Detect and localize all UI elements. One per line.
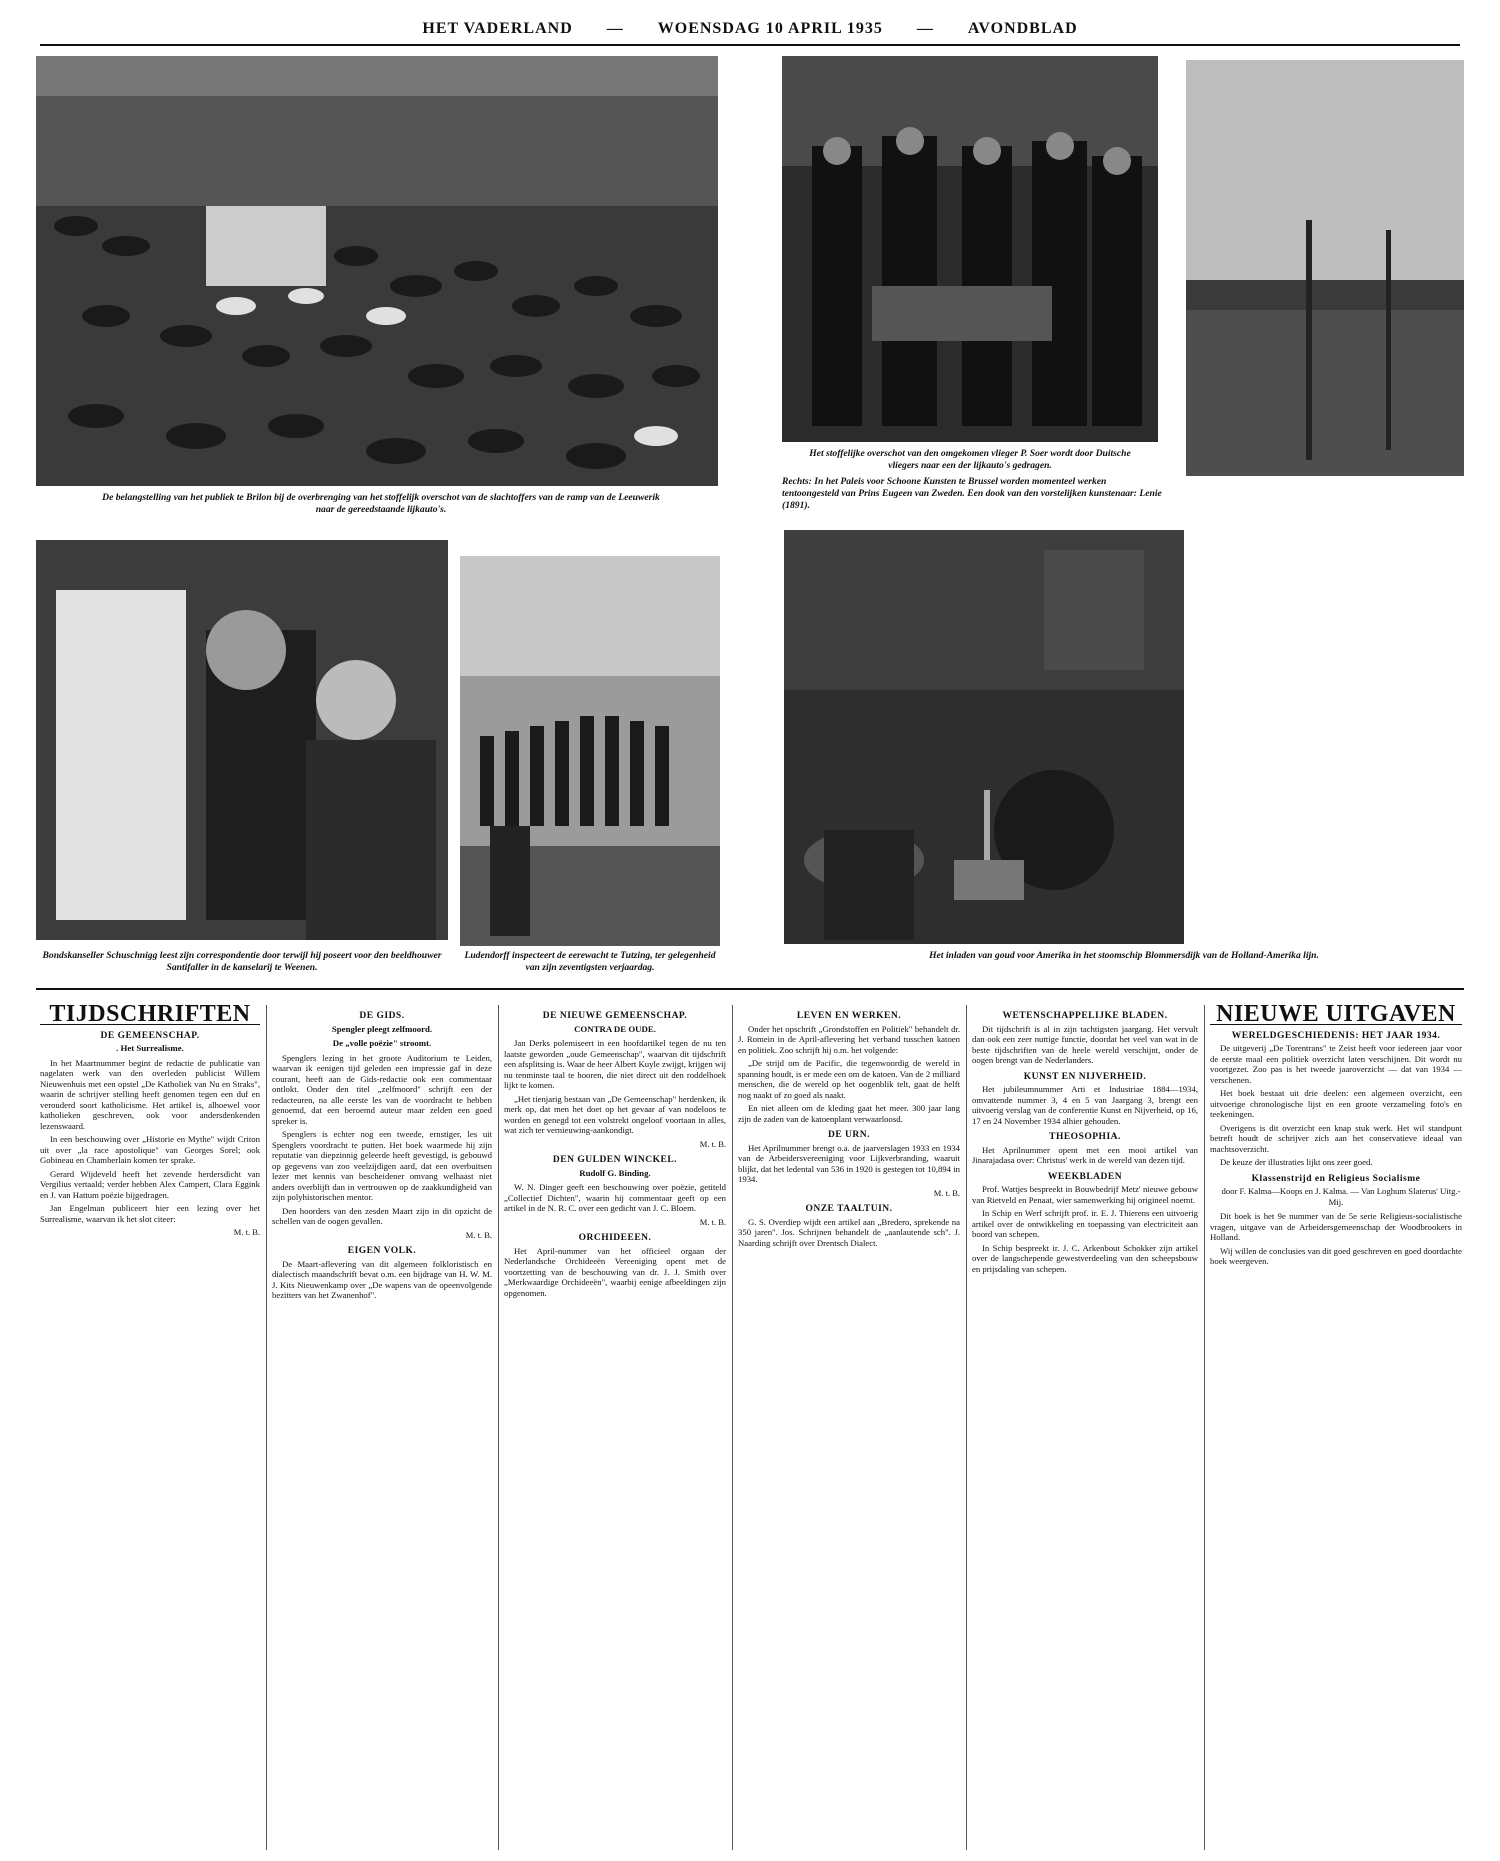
paper-name: HET VADERLAND — [422, 20, 573, 37]
photo-painting-lenie-image — [1186, 60, 1464, 476]
section-heading: WERELDGESCHIEDENIS: HET JAAR 1934. — [1231, 1030, 1441, 1041]
caption-umbrella-crowd: De belangstelling van het publiek te Brilon bij de overbrenging van het stoffelijk overschot van de slachtoffers van de ramp van de Leeuwerik naar de gereedstaande lijkauto's. — [102, 492, 660, 515]
section-heading: DE GEMEENSCHAP. — [100, 1030, 200, 1041]
photo-ludendorff-image — [460, 556, 720, 946]
column-rule — [266, 1005, 267, 1850]
photo-gold-loading-image — [784, 530, 1184, 944]
section-heading: LEVEN EN WERKEN. — [796, 1011, 902, 1021]
section-heading: EIGEN VOLK. — [347, 1246, 417, 1256]
masthead-dash: — — [916, 20, 934, 37]
column-rule — [966, 1005, 967, 1850]
section-heading: ONZE TAALTUIN. — [805, 1204, 893, 1214]
paragraph: Jan Derks polemiseert in een hoofdartikel tegen de nu ten laatste geworden „oude Gemeenschap", waarvan dit tijdschrift een afsplitsing is. Waar de heer Albert Kuyle zwijgt, krijgen wij nu tenminste taal te hooren, die niet direct uit den roddelhoek lijkt te komen. — [504, 1038, 726, 1090]
section-heading: DE URN. — [827, 1130, 871, 1140]
photo-pilots-coffin-image — [782, 56, 1158, 442]
caption-schuschnigg: Bondskanseller Schuschnigg leest zijn correspondentie door terwijl hij poseert voor den beeldhouwer Santifaller in de kanselarij te Weenen. — [42, 950, 442, 973]
masthead — [40, 14, 1460, 46]
section-divider — [36, 988, 1464, 990]
section-heading: Klassenstrijd en Religieus Socialisme — [1251, 1173, 1421, 1184]
column-nieuwe-gemeenschap — [504, 1005, 726, 1850]
paragraph: Overigens is dit overzicht een knap stuk werk. Het wil standpunt betreft houdt de schrijver zich aan het conservatieve ideaal van machtsoverzicht. — [1210, 1122, 1462, 1154]
book-credit: door F. Kalma—Koops en J. Kalma. — Van Loghum Slaterus' Uitg.-Mij. — [1221, 1186, 1461, 1207]
paragraph: In een beschouwing over „Historie en Mythe" wijdt Criton uit over „la race apostolique" van Georges Sorel; ook Gobineau en Chamberlain komen ter sprake. — [40, 1134, 260, 1165]
signature: M. t. B. — [933, 1187, 960, 1198]
signature: M. t. B. — [233, 1227, 260, 1237]
paragraph: In Schip bespreekt ir. J. C. Arkenbout Schokker zijn artikel over de langschepende gewestverdeeling van den scheepsbouw en prijsdaling van schepen. — [972, 1242, 1198, 1274]
paragraph: Jan Engelman publiceert hier een lezing over het Surrealisme, waarvan ik het slot citeer: — [40, 1203, 260, 1224]
caption-painting-lenie: Rechts: In het Paleis voor Schoone Kunsten te Brussel worden momenteel werken tentoongesteld van Prins Eugeen van Zweden. Een dook van den vorstelijken kunstenaar: Lenie (1891). — [782, 476, 1162, 511]
paragraph: In Schip en Werf schrijft prof. ir. E. J. Thierens een uitvoerig artikel over de ontwikkeling en toepassing van electriciteit aan boord van schepen. — [972, 1208, 1198, 1239]
photo-painting-lenie — [1186, 60, 1464, 476]
column-tijdschriften — [40, 1005, 260, 1850]
paragraph: Dit boek is het 9e nummer van de 5e serie Religieus-socialistische vragen, uitgave van de Arbeidersgemeenschap der Woodbrookers in Holland. — [1210, 1211, 1462, 1242]
column-rule — [732, 1005, 733, 1850]
section-heading: DE GIDS. — [359, 1011, 405, 1021]
column-wetenschappelijke-bladen — [972, 1005, 1198, 1850]
column-rule — [498, 1005, 499, 1850]
paragraph: Onder het opschrift „Grondstoffen en Politiek" behandelt dr. J. Romein in de April-aflevering het verband tusschen katoen en politiek. Zoo schrijft hij o.m. het volgende: — [738, 1023, 960, 1055]
signature: M. t. B. — [465, 1229, 492, 1240]
section-heading: THEOSOPHIA. — [1049, 1132, 1121, 1142]
paragraph: Dit tijdschrift is al in zijn tachtigsten jaargang. Het vervult dan ook een zeer nuttige functie, doordat het veel van wat in de beste tijdschriften van de heele wereld verschijnt, onder de oogen brengt van de Nederlanders. — [972, 1023, 1198, 1065]
section-heading: WETENSCHAPPELIJKE BLADEN. — [1002, 1011, 1168, 1021]
paragraph: Den hoorders van den zesden Maart zijn in dit opzicht de schellen van de oogen gevallen. — [272, 1205, 492, 1226]
section-heading: DE NIEUWE GEMEENSCHAP. — [542, 1011, 688, 1021]
paragraph: Prof. Wattjes bespreekt in Bouwbedrijf Metz' nieuwe gebouw van Rietveld en Penaat, wier samenwerking hij origineel noemt. — [972, 1184, 1198, 1205]
section-heading: WEEKBLADEN — [1047, 1171, 1123, 1182]
paragraph: Het Aprilnummer brengt o.a. de jaarverslagen 1933 en 1934 van de Arbeidersvereeniging voor Lijkverbranding, waaruit blijkt, dat het ledental van 536 in 1920 is gestegen tot 10,894 in 1934. — [738, 1142, 960, 1184]
photo-schuschnigg-image — [36, 540, 448, 940]
photo-ludendorff — [460, 556, 720, 946]
section-subheading: Rudolf G. Binding. — [579, 1167, 651, 1178]
column-nieuwe-uitgaven — [1210, 1005, 1462, 1850]
paragraph: Het April-nummer van het officieel orgaan der Nederlandsche Orchideeën Vereeniging opent met de voortzetting van de beschouwing van dr. J. J. Smith over „Merkwaardige Orchideeën", waarbij eenige afbeeldingen zijn opgenomen. — [504, 1245, 726, 1298]
paragraph: Gerard Wijdeveld heeft het zevende herdersdicht van Vergilius vertaald; verder hebben Alex Campert, Clara Eggink en J. van Hattum poëzie bijgedragen. — [40, 1168, 260, 1200]
paragraph: Wij willen de conclusies van dit goed geschreven en goed doordachte boek weergeven. — [1210, 1245, 1462, 1266]
paragraph: W. N. Dinger geeft een beschouwing over poëzie, getiteld „Collectief Dichten", waarin hij commentaar geeft op een artikel in de N. R. C. over een gedicht van J. C. Bloem. — [504, 1182, 726, 1213]
signature: M. t. B. — [699, 1216, 726, 1227]
section-heading: KUNST EN NIJVERHEID. — [1023, 1071, 1147, 1082]
paragraph: En niet alleen om de kleding gaat het meer. 300 jaar lang zijn de zaden van de katoenplant verwaarloosd. — [738, 1103, 960, 1124]
column-rule — [1204, 1005, 1205, 1850]
section-subheading: . Het Surrealisme. — [116, 1043, 184, 1053]
section-subheading: De „volle poëzie" stroomt. — [332, 1038, 432, 1048]
paragraph: Spenglers lezing in het groote Auditorium te Leiden, waarvan ik eenigen tijd geleden een impressie gaf in deze courant, heeft aan de Gids-redactie ook een commentaar ontlokt. Onder den titel „zelfmoord" schrijft een der redacteuren, na alle eerste les van de voordracht te hebben genoemd, dat een beroemd auteur maar zelden een goed spreker is. — [272, 1052, 492, 1126]
photo-umbrella-crowd — [36, 56, 718, 486]
column-leven-en-werken — [738, 1005, 960, 1850]
section-heading: DEN GULDEN WINCKEL. — [552, 1155, 678, 1165]
paragraph: „De strijd om de Pacific, die tegenwoordig de wereld in spanning houdt, is er mede een om de katoen. Van de 2 milliard menschen, die de wereld op het oogenblik telt, gaat de helft nog naakt of zo goed als naakt. — [738, 1058, 960, 1100]
paragraph: Spenglers is echter nog een tweede, ernstiger, les uit Spenglers voordracht te putten. Het boek waarmede hij zijn reputatie van diepzinnig geleerde heeft gevestigd, is gebouwd op gegevens van zoo veelzijdigen aard, dat een overbuitsen lezer met kennis van bescheidener omvang welhaast niet anders overblijft dan in vertrouwen op de zaakkundigheid van zijn polyhistorischen mentor. — [272, 1129, 492, 1202]
section-heading: ORCHIDEEEN. — [578, 1233, 652, 1243]
caption-pilots-coffin: Het stoffelijke overschot van den omgekomen vlieger P. Soer wordt door Duitsche vliegers naar een der lijkauto's gedragen. — [809, 448, 1131, 471]
masthead-dash: — — [606, 20, 624, 37]
column-de-gids — [272, 1005, 492, 1850]
paragraph: G. S. Overdiep wijdt een artikel aan „Bredero, sprekende na 350 jaren". Jos. Schrijnen behandelt de „aanlautende sch". J. Naarding schrijft over Drentsch Dialect. — [738, 1216, 960, 1248]
photo-gold-loading — [784, 530, 1184, 944]
paragraph: De Maart-aflevering van dit algemeen folkloristisch en dialectisch maandschrift bevat o.m. een bijdrage van H. W. M. J. Kits Nieuwenkamp over „De wapens van de opeenvolgende bezitters van het Zwanenhof". — [272, 1258, 492, 1300]
photo-schuschnigg — [36, 540, 448, 940]
caption-ludendorff: Ludendorff inspecteert de eerewacht te Tutzing, ter gelegenheid van zijn zeventigsten verjaardag. — [464, 950, 716, 973]
caption-gold-loading: Het inladen van goud voor Amerika in het stoomschip Blommersdijk van de Holland-Amerika lijn. — [929, 950, 1319, 961]
paragraph: De uitgeverij „De Torentrans" te Zeist heeft voor iedereen jaar voor de eerste maal een politiek overzicht laten verschijnen. Dit wordt nu voortgezet. Zoo pas is het tweede jaaroverzicht — dat van 1934 — verschenen. — [1210, 1043, 1462, 1085]
column-title: TIJDSCHRIFTEN — [40, 1009, 260, 1025]
paragraph: Het Aprilnummer opent met een mooi artikel van Jinarajadasa over: Christus' werk in de wereld van dezen tijd. — [972, 1144, 1198, 1165]
section-subheading: CONTRA DE OUDE. — [574, 1023, 656, 1034]
paragraph: In het Maartnummer begint de redactie de publicatie van nagelaten werk van den overleden publicist Willem Nieuwenhuis met een opstel „De Katholiek van Nu en Straks", waarin de schrijver stelling heeft genomen tegen een duf en verouderd soort katholicisme. Het artikel is, alhoewel voor katholieken geschreven, ook voor andersdenkenden lezenswaard. — [40, 1057, 260, 1131]
section-subheading: Spengler pleegt zelfmoord. — [331, 1023, 433, 1034]
photo-umbrella-crowd-image — [36, 56, 718, 486]
paragraph: Het boek bestaat uit drie deelen: een algemeen overzicht, een uitvoerige chronologische lijst en een groote verzameling foto's en teekeningen. — [1210, 1088, 1462, 1119]
paragraph: „Het tienjarig bestaan van „De Gemeenschap" herdenken, ik merk op, dat men het doet op het gevaar af van nodeloos te worden en genegd tot een volstrekt ongeloof voortaan in alles, wat zich ter vernieuwing-aankondigt. — [504, 1093, 726, 1135]
photo-pilots-coffin — [782, 56, 1158, 442]
edition: AVONDBLAD — [967, 20, 1078, 37]
signature: M. t. B. — [699, 1138, 726, 1149]
paragraph: Het jubileumnummer Arti et Industriae 1884—1934, omvattende nummer 3, 4 en 5 van Jaargang 3, brengt een uitvoerig verslag van de conferentie Kunst en Nijverheid, op 16, 17 en 24 November 1934 alhier gehouden. — [972, 1084, 1198, 1126]
paragraph: De keuze der illustraties lijkt ons zeer goed. — [1220, 1157, 1373, 1167]
issue-date: WOENSDAG 10 APRIL 1935 — [657, 20, 883, 37]
column-title: NIEUWE UITGAVEN — [1210, 1009, 1462, 1025]
